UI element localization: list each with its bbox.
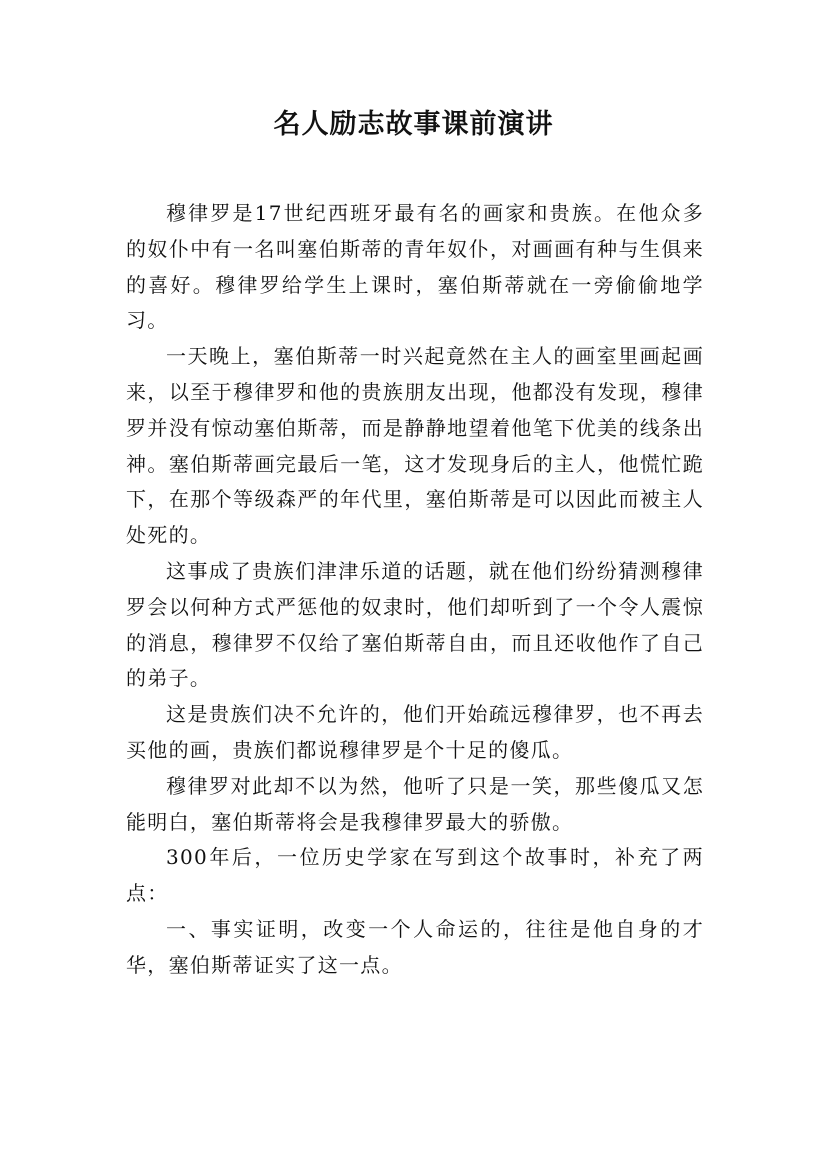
paragraph: 一、事实证明，改变一个人命运的，往往是他自身的才华，塞伯斯蒂证实了这一点。: [126, 916, 704, 977]
paragraph: 穆律罗对此却不以为然，他听了只是一笑，那些傻瓜又怎能明白，塞伯斯蒂将会是我穆律罗最大的骄傲。: [126, 773, 704, 834]
paragraph: 一天晚上，塞伯斯蒂一时兴起竟然在主人的画室里画起画来，以至于穆律罗和他的贵族朋友出现，他都没有发现，穆律罗并没有惊动塞伯斯蒂，而是静静地望着他笔下优美的线条出神。塞伯斯蒂画完最后一笔，这才发现身后的主人，他慌忙跪下，在那个等级森严的年代里，塞伯斯蒂是可以因此而被主人处死的。: [126, 344, 704, 548]
paragraph: 这事成了贵族们津津乐道的话题，就在他们纷纷猜测穆律罗会以何种方式严惩他的奴隶时，他们却听到了一个令人震惊的消息，穆律罗不仅给了塞伯斯蒂自由，而且还收他作了自己的弟子。: [126, 558, 704, 691]
paragraph: 这是贵族们决不允许的，他们开始疏远穆律罗，也不再去买他的画，贵族们都说穆律罗是个十足的傻瓜。: [126, 702, 704, 762]
document-body: [126, 196, 704, 984]
paragraph: 300年后，一位历史学家在写到这个故事时，补充了两点：: [126, 845, 704, 906]
paragraph: 穆律罗是17世纪西班牙最有名的画家和贵族。在他众多的奴仆中有一名叫塞伯斯蒂的青年奴仆，对画画有种与生俱来的喜好。穆律罗给学生上课时，塞伯斯蒂就在一旁偷偷地学习。: [126, 201, 704, 333]
document-title: 名人励志故事课前演讲: [273, 109, 554, 140]
